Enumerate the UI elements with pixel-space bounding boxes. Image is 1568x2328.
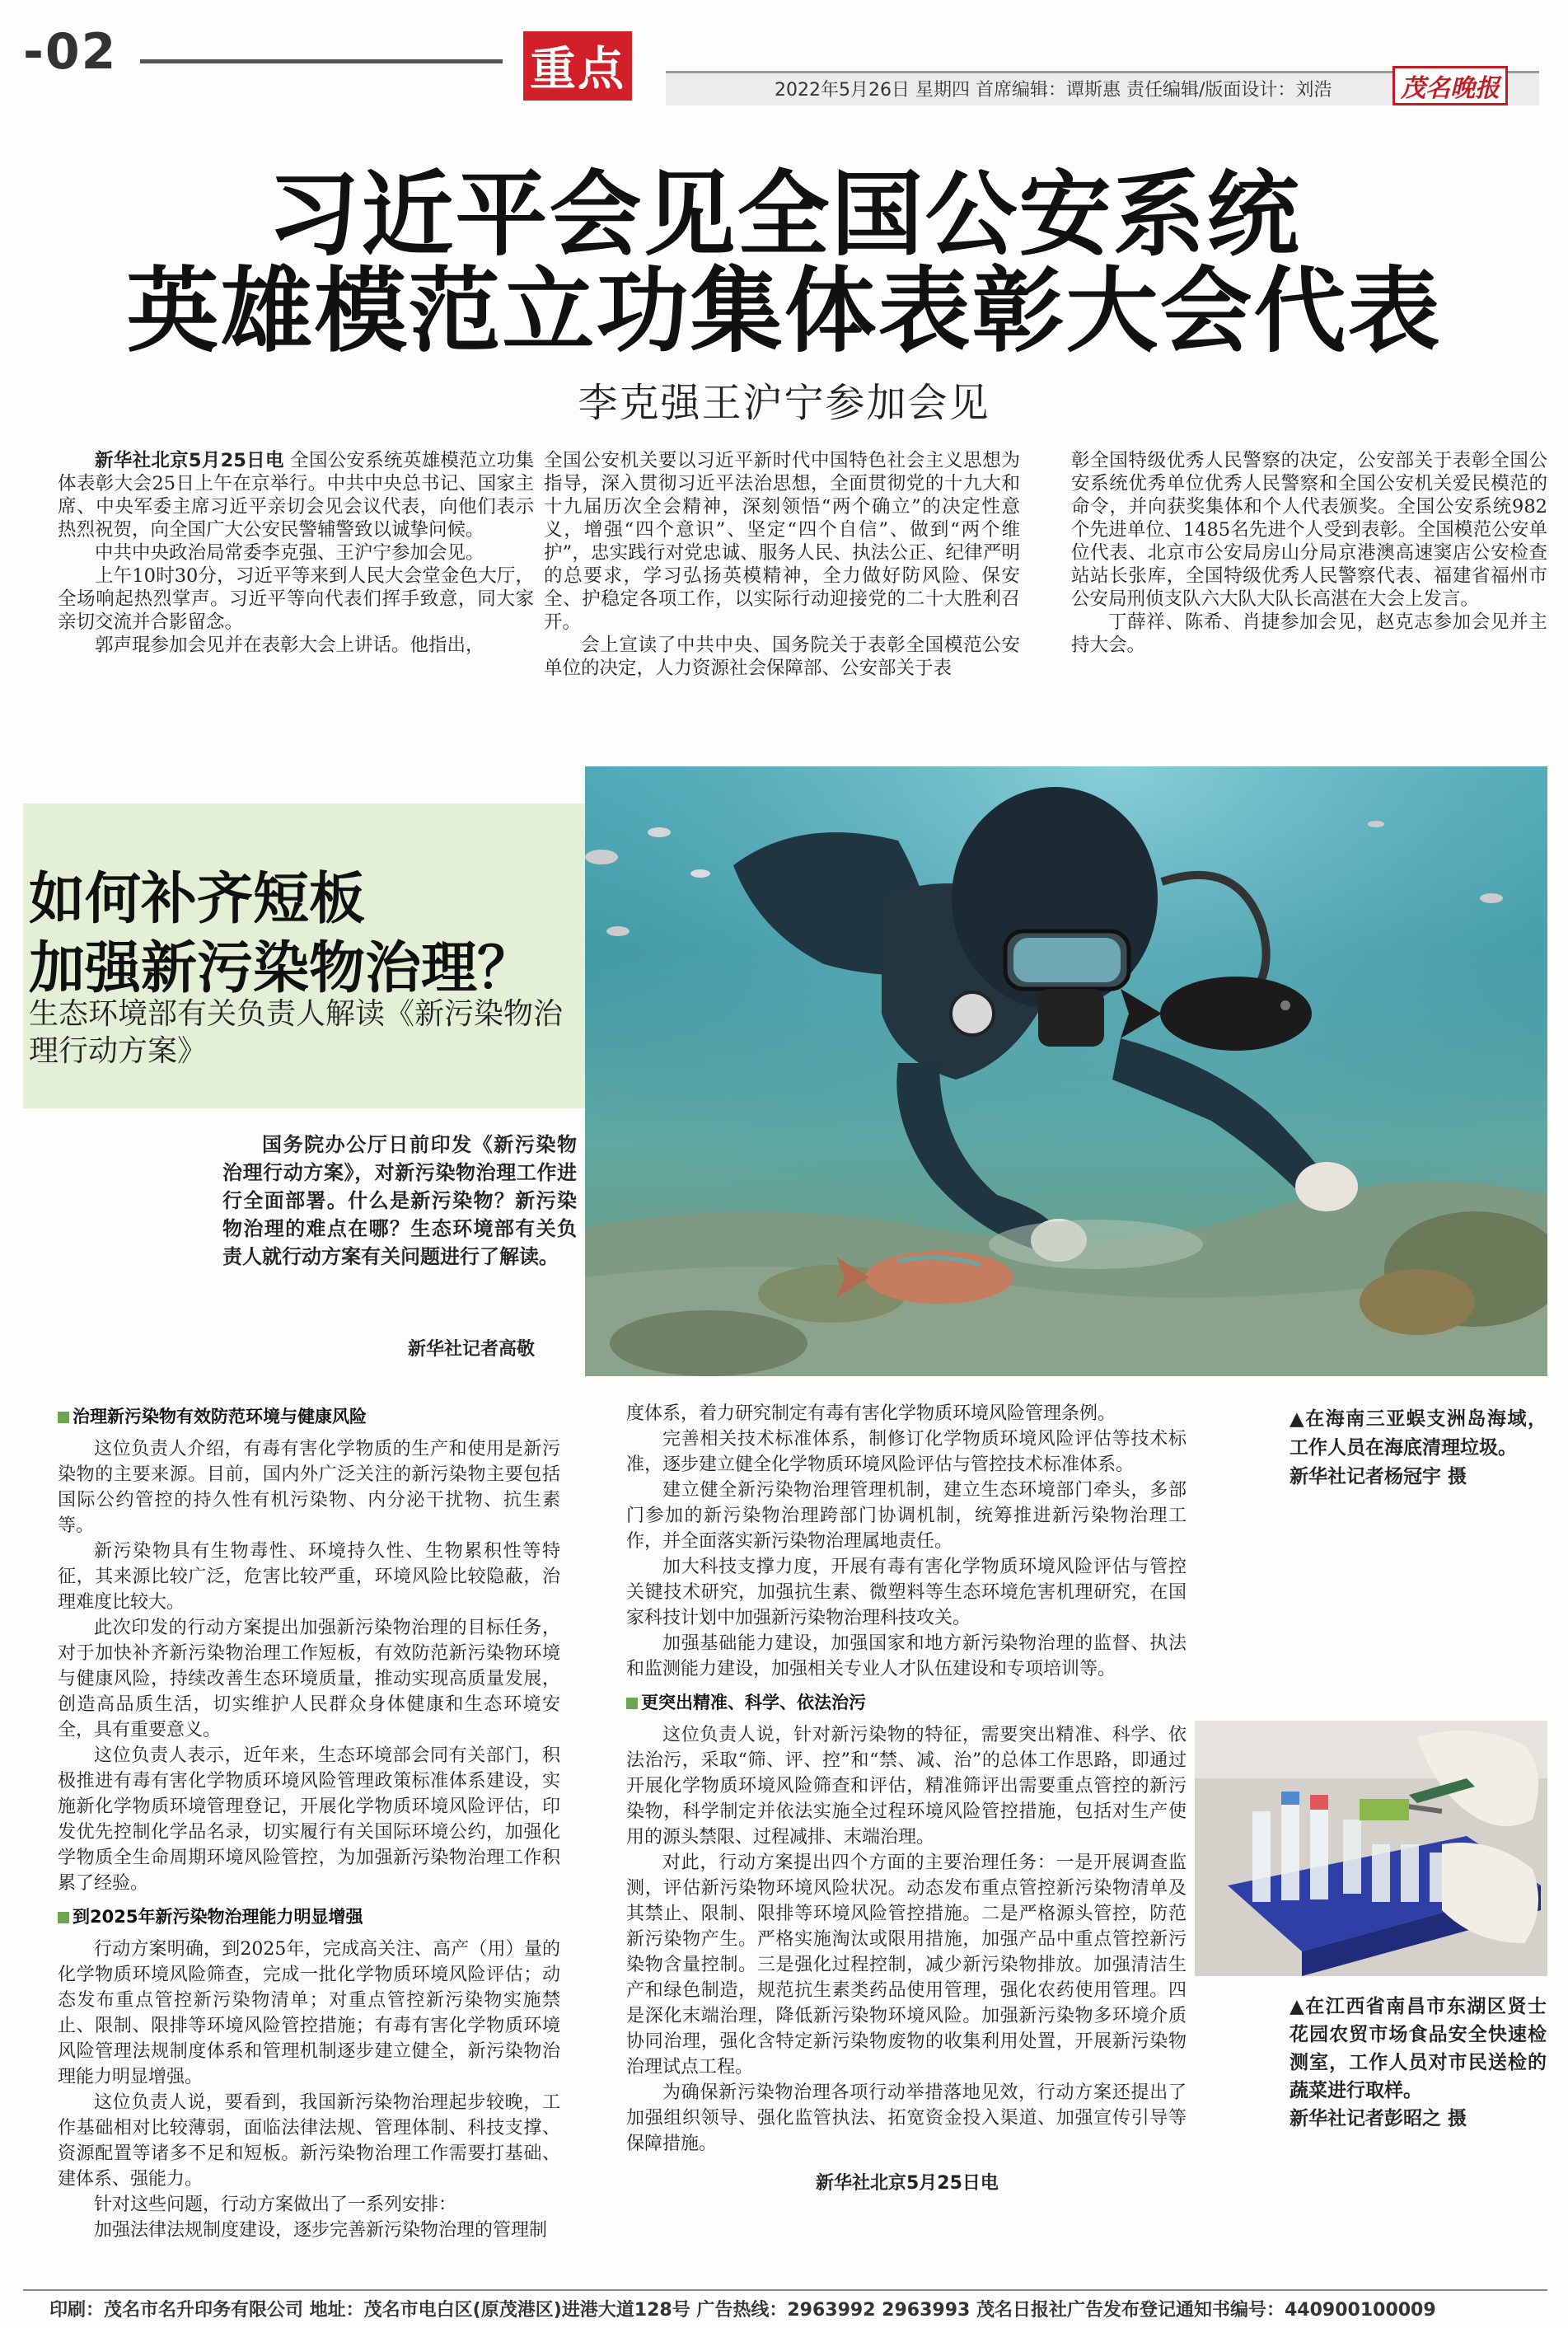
paragraph: 完善相关技术标准体系，制修订化学物质环境风险评估等技术标准，逐步建立健全化学物质环境风险评估与管控技术标准体系。 [626, 1429, 1187, 1475]
byline: 新华社北京5月25日电 [95, 450, 284, 471]
paragraph: 为确保新污染物治理各项行动举措落地见效，行动方案还提出了加强组织领导、强化监管执法、拓宽资金投入渠道、加强宣传引导等保障措施。 [626, 2082, 1187, 2154]
paragraph: 这位负责人表示，近年来，生态环境部会同有关部门，积极推进有毒有害化学物质环境风险管理政策标准体系建设，实施新化学物质环境管理登记，开展化学物质环境风险评估，印发优先控制化学品名录，切实履行有关国际环境公约，加强化学物质全生命周期环境风险管控，为加强新污染物治理工作积累了经验。 [58, 1745, 560, 1894]
footer-rule [23, 2289, 1547, 2291]
header-rule [140, 59, 503, 63]
paragraph: 全国公安系统英雄模范立功集体表彰大会25日上午在京举行。中共中央总书记、国家主席、中央军委主席习近平亲切会见会议代表，向他们表示热烈祝贺，向全国广大公安民警辅警致以诚挚问候。 [58, 450, 534, 541]
paragraph: 这位负责人说，要看到，我国新污染物治理起步较晚，工作基础相对比较薄弱，面临法律法规、管理体制、科技支撑、资源配置等诸多不足和短板。新污染物治理工作需要打基础、建体系、强能力。 [58, 2092, 560, 2190]
paragraph: 加强法律法规制度建设，逐步完善新污染物治理的管理制 [94, 2220, 548, 2241]
photo-diver-underwater [585, 766, 1547, 1376]
headline-line1: 习近平会见全国公安系统 [267, 162, 1301, 269]
paragraph: 全国公安机关要以习近平新时代中国特色社会主义思想为指导，深入贯彻习近平法治思想，全面贯彻党的十九大和十九届历次全会精神，深刻领悟“两个确立”的决定性意义，增强“四个意识”、坚定“四个自信”、做到“两个维护”，忠实践行对党忠诚、服务人民、执法公正、纪律严明的总要求，学习弘扬英模精神，全力做好防风险、保安全、护稳定各项工作，以实际行动迎接党的二十大胜利召开。 [544, 450, 1020, 633]
feature-title-line2: 加强新污染物治理？ [29, 936, 534, 1001]
header-meta: 2022年5月26日 星期四 首席编辑：谭斯惠 责任编辑/版面设计：刘浩 [775, 80, 1332, 101]
paragraph: 建立健全新污染物治理管理机制，建立生态环境部门牵头，多部门参加的新污染物治理跨部门协调机制，统筹推进新污染物治理工作，并全面落实新污染物治理属地责任。 [626, 1480, 1187, 1552]
paragraph: 这位负责人说，针对新污染物的特征，需要突出精准、科学、依法治污，采取“筛、评、控”和“禁、减、治”的总体工作思路，即通过开展化学物质环境风险筛查和评估，精准筛评出需要重点管控的新污染物，科学制定并依法实施全过程环境风险管控措施，包括对生产使用的源头禁限、过程减排、末端治理。 [626, 1725, 1187, 1848]
paragraph: 彰全国特级优秀人民警察的决定，公安部关于表彰全国公安系统优秀单位优秀人民警察和全国公安机关爱民模范的命令，并向获奖集体和个人代表颁奖。全国公安系统982个先进单位、1485名先进个人受到表彰。全国模范公安单位代表、北京市公安局房山分局京港澳高速窦店公安检查站站长张库，全国特级优秀人民警察代表、福建省福州市公安局刑侦支队六大队大队长高湛在大会上发言。 [1071, 450, 1547, 610]
caption-credit: 新华社记者杨冠宇 摄 [1290, 1466, 1467, 1487]
lead-column-1 [58, 449, 534, 657]
section-marker-icon [626, 1698, 638, 1709]
caption-credit: 新华社记者彭昭之 摄 [1290, 2108, 1467, 2129]
feature-subtitle: 生态环境部有关负责人解读《新污染物治理行动方案》 [29, 997, 564, 1068]
page-number: -02 [23, 23, 118, 81]
photo-lab-sampling [1195, 1721, 1547, 1976]
paragraph: 度体系，着力研究制定有毒有害化学物质环境风险管理条例。 [626, 1403, 1116, 1424]
section-heading: 更突出精准、科学、依法治污 [626, 1690, 1187, 1716]
section-marker-icon [58, 1912, 69, 1923]
caption-text: ▲在海南三亚蜈支洲岛海域，工作人员在海底清理垃圾。 [1290, 1408, 1547, 1459]
lab-illustration [1195, 1721, 1547, 1976]
paragraph: 上午10时30分，习近平等来到人民大会堂金色大厅，全场响起热烈掌声。习近平等向代表们挥手致意，同大家亲切交流并合影留念。 [58, 565, 534, 633]
lead-column-2 [544, 449, 1020, 680]
section-heading: 到2025年新污染物治理能力明显增强 [58, 1904, 560, 1930]
photo-caption-diver [1290, 1405, 1547, 1492]
diver-illustration [585, 766, 1547, 1376]
paragraph: 加大科技支撑力度，开展有毒有害化学物质环境风险评估与管控关键技术研究，加强抗生素、微塑料等生态环境危害机理研究，在国家科技计划中加强新污染物治理科技攻关。 [626, 1557, 1187, 1628]
section-heading: 治理新污染物有效防范环境与健康风险 [58, 1404, 560, 1430]
paragraph: 中共中央政治局常委李克强、王沪宁参加会见。 [95, 542, 484, 564]
reporter-credit: 新华社记者高敬 [408, 1339, 536, 1360]
feature-column-1 [58, 1401, 560, 2243]
photo-caption-lab [1290, 1993, 1547, 2133]
paragraph: 行动方案明确，到2025年，完成高关注、高产（用）量的化学物质环境风险筛查，完成一批化学物质环境风险评估；动态发布重点管控新污染物清单；对重点管控新污染物实施禁止、限制、限排等环境风险管控措施；有毒有害化学物质环境风险管理法规制度体系和管理机制逐步建立健全，新污染物治理能力明显增强。 [58, 1939, 560, 2087]
footer-imprint: 印刷：茂名市名升印务有限公司 地址：茂名市电白区(原茂港区)进港大道128号 广告热线：2963992 2963993 茂名日报社广告发布登记通知书编号：440900100009 [49, 2300, 1436, 2321]
caption-text: ▲在江西省南昌市东湖区贤士花园农贸市场食品安全快速检测室，工作人员对市民送检的蔬菜进行取样。 [1290, 1996, 1547, 2101]
feature-title-line1: 如何补齐短板 [29, 867, 366, 932]
subhead: 李克强王沪宁参加会见 [578, 380, 990, 426]
paragraph: 新污染物具有生物毒性、环境持久性、生物累积性等特征，其来源比较广泛，危害比较严重，环境风险比较隐蔽，治理难度比较大。 [58, 1541, 560, 1613]
lead-column-3 [1071, 449, 1547, 657]
paragraph: 丁薛祥、陈希、肖捷参加会见，赵克志参加会见并主持大会。 [1071, 611, 1547, 656]
feature-column-2 [626, 1401, 1187, 2157]
section-badge: 重点 [523, 31, 632, 101]
headline-line2: 英雄模范立功集体表彰大会代表 [126, 258, 1442, 365]
paragraph: 这位负责人介绍，有毒有害化学物质的生产和使用是新污染物的主要来源。目前，国内外广泛关注的新污染物主要包括国际公约管控的持久性有机污染物、内分泌干扰物、抗生素等。 [58, 1439, 560, 1536]
paragraph: 会上宣读了中共中央、国务院关于表彰全国模范公安单位的决定，人力资源社会保障部、公安部关于表 [544, 635, 1020, 679]
paragraph: 针对这些问题，行动方案做出了一系列安排： [94, 2195, 457, 2215]
paragraph: 加强基础能力建设，加强国家和地方新污染物治理的监督、执法和监测能力建设，加强相关专业人才队伍建设和专项培训等。 [626, 1633, 1187, 1679]
dateline-end: 新华社北京5月25日电 [816, 2173, 999, 2194]
section-marker-icon [58, 1412, 69, 1423]
paragraph: 此次印发的行动方案提出加强新污染物治理的目标任务，对于加快补齐新污染物治理工作短板，有效防范新污染物环境与健康风险，持续改善生态环境质量，推动实现高质量发展，创造高品质生活，切实维护人民群众身体健康和生态环境安全，具有重要意义。 [58, 1618, 560, 1740]
masthead-logo: 茂名晚报 [1392, 66, 1508, 105]
feature-intro: 国务院办公厅日前印发《新污染物治理行动方案》，对新污染物治理工作进行全面部署。什么是新污染物？新污染物治理的难点在哪？生态环境部有关负责人就行动方案有关问题进行了解读。 [222, 1133, 577, 1268]
paragraph: 郭声琨参加会见并在表彰大会上讲话。他指出， [95, 635, 484, 656]
feature-title [29, 865, 606, 1004]
paragraph: 对此，行动方案提出四个方面的主要治理任务：一是开展调查监测，评估新污染物环境风险状况。动态发布重点管控新污染物清单及其禁止、限制、限排等环境风险管控措施。二是严格源头管控，防范新污染物产生。严格实施淘汰或限用措施，加强产品中重点管控新污染物含量控制。三是强化过程控制，减少新污染物排放。加强清洁生产和绿色制造，规范抗生素类药品使用管理，强化农药使用管理。四是深化末端治理，降低新污染物环境风险。加强新污染物多环境介质协同治理，强化含特定新污染物废物的收集利用处置，开展新污染物治理试点工程。 [626, 1853, 1187, 2077]
